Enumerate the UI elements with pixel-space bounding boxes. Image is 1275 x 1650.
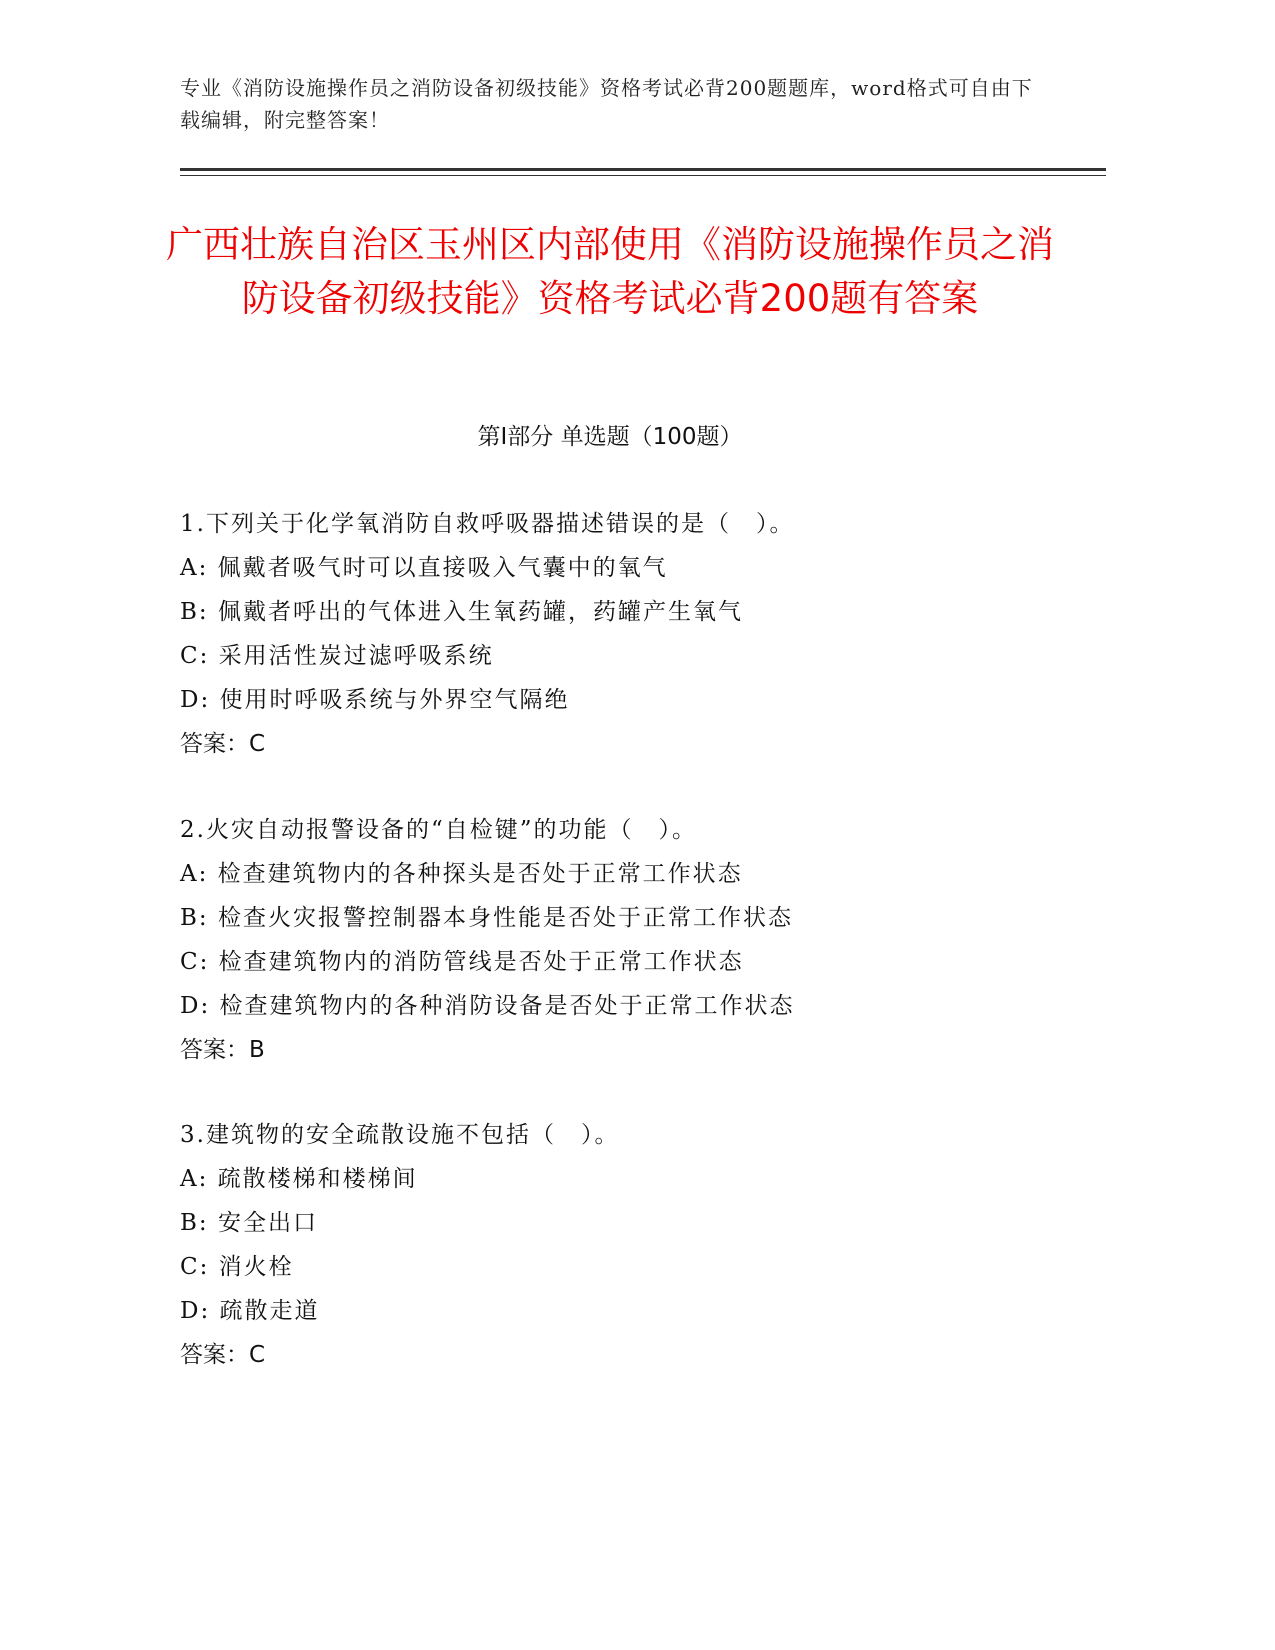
option-a: A: 检查建筑物内的各种探头是否处于正常工作状态: [180, 861, 743, 887]
question-stem: 1.下列关于化学氧消防自救呼吸器描述错误的是（ ）。: [180, 511, 795, 537]
question-stem: 3.建筑物的安全疏散设施不包括（ ）。: [180, 1122, 620, 1148]
option-d: D: 使用时呼吸系统与外界空气隔绝: [180, 687, 570, 713]
question-1: [180, 502, 1040, 766]
header-divider-thin: [180, 175, 1106, 176]
question-stem: 2.火灾自动报警设备的“自检键”的功能（ ）。: [180, 817, 697, 843]
document-title: 广西壮族自治区玉州区内部使用《消防设施操作员之消防设备初级技能》资格考试必背200题有答案: [166, 223, 1054, 320]
header-divider-thick: [180, 168, 1106, 171]
answer: 答案：B: [180, 1037, 265, 1063]
option-c: C: 采用活性炭过滤呼吸系统: [180, 643, 494, 669]
question-2: [180, 808, 1040, 1072]
option-d: D: 疏散走道: [180, 1298, 320, 1324]
header-note: 专业《消防设施操作员之消防设备初级技能》资格考试必背200题题库，word格式可自由下载编辑，附完整答案！: [180, 76, 1033, 132]
answer: 答案：C: [180, 731, 266, 757]
question-3: [180, 1113, 1040, 1377]
option-d: D: 检查建筑物内的各种消防设备是否处于正常工作状态: [180, 993, 795, 1019]
option-b: B: 安全出口: [180, 1210, 318, 1236]
answer: 答案：C: [180, 1342, 266, 1368]
option-a: A: 疏散楼梯和楼梯间: [180, 1166, 418, 1192]
option-b: B: 佩戴者呼出的气体进入生氧药罐，药罐产生氧气: [180, 599, 743, 625]
section-heading: 第I部分 单选题（100题）: [477, 424, 743, 450]
option-c: C: 消火栓: [180, 1254, 294, 1280]
option-b: B: 检查火灾报警控制器本身性能是否处于正常工作状态: [180, 905, 793, 931]
option-c: C: 检查建筑物内的消防管线是否处于正常工作状态: [180, 949, 744, 975]
option-a: A: 佩戴者吸气时可以直接吸入气囊中的氧气: [180, 555, 668, 581]
